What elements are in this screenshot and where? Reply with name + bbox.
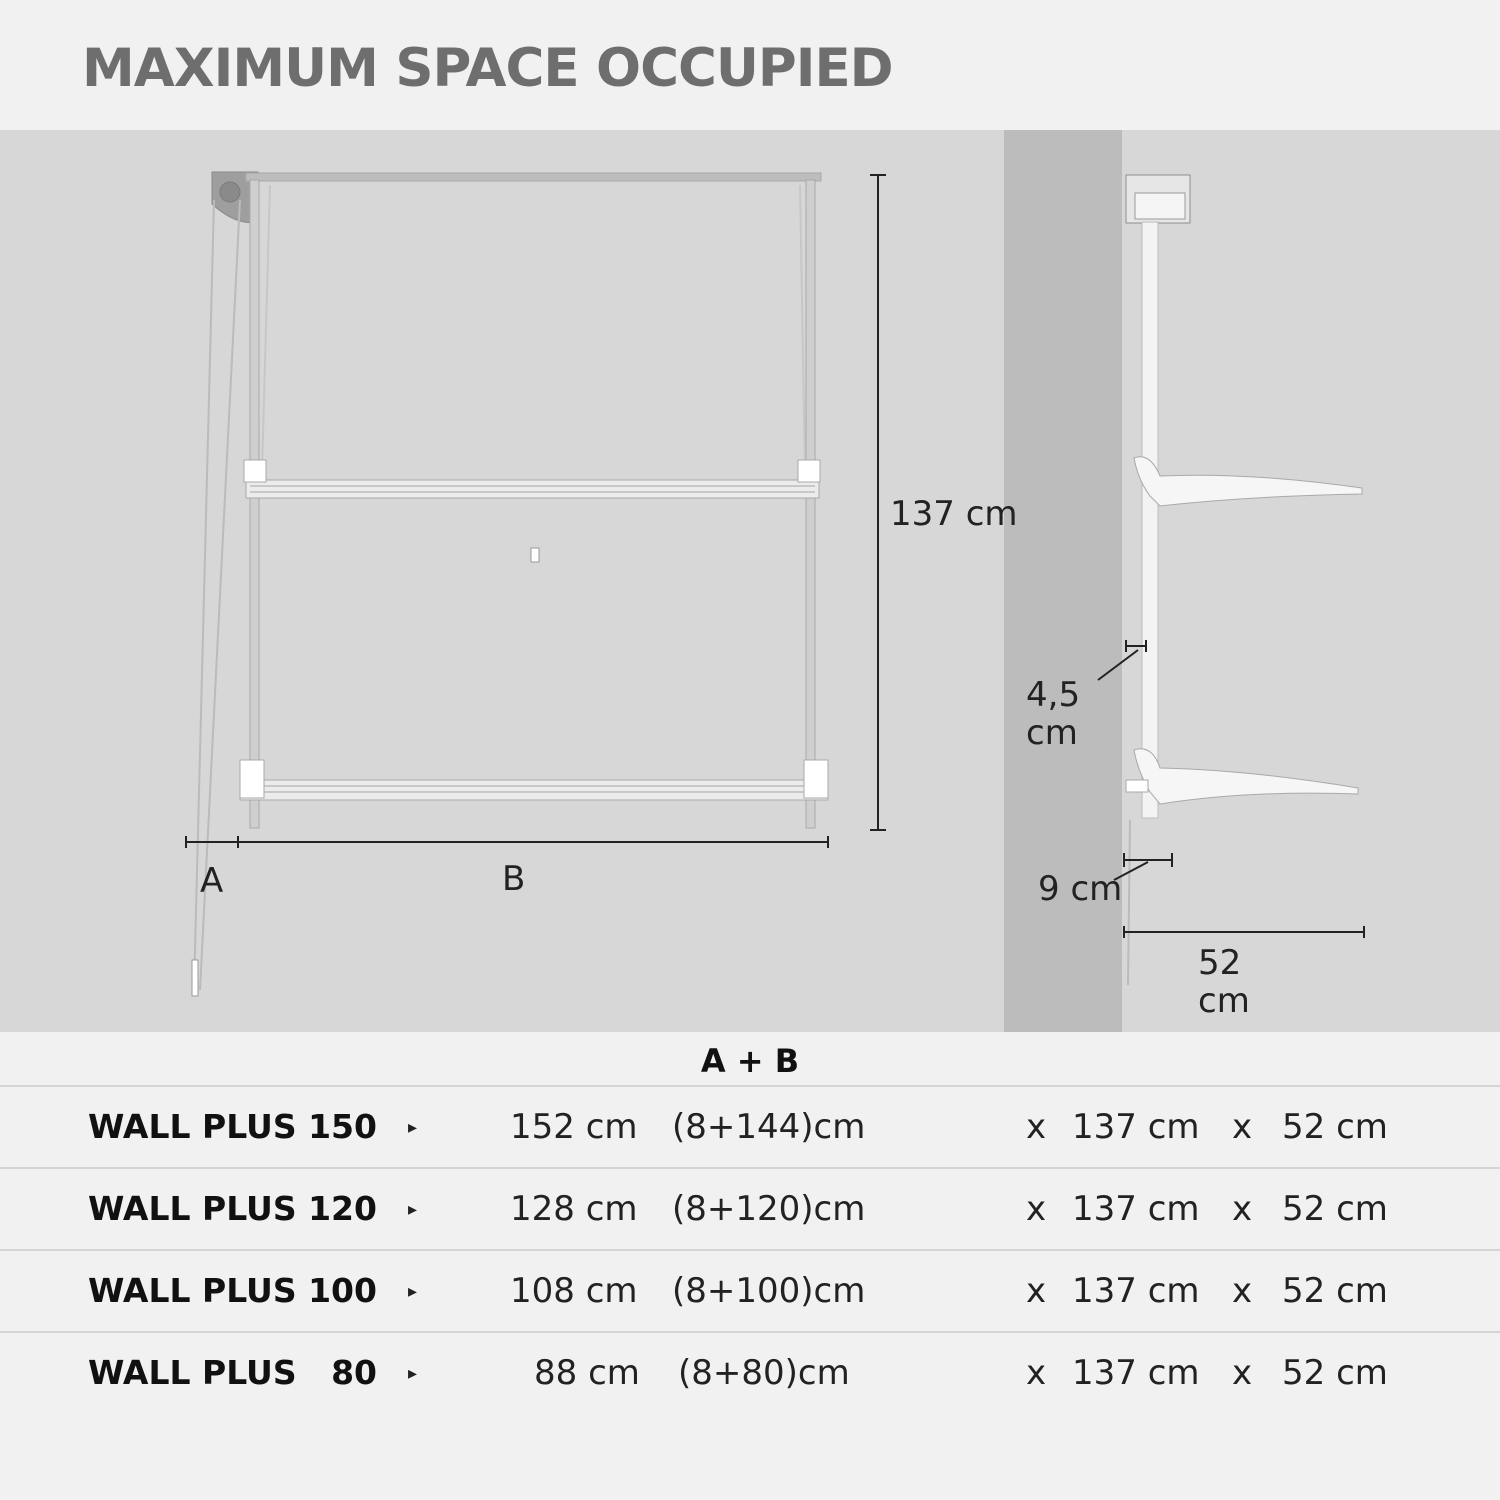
arrow-icon: ▸ <box>408 1117 418 1138</box>
thickness-label: 4,5 cm <box>1026 675 1081 753</box>
height-label: 137 cm <box>890 494 1018 534</box>
model-name: WALL PLUS 120 <box>88 1189 377 1228</box>
depth-value: 52 cm <box>1282 1353 1388 1393</box>
offset-label: 9 cm <box>1038 869 1123 909</box>
total-width: 88 cm <box>534 1353 640 1393</box>
width-breakdown: (8+100)cm <box>672 1271 866 1311</box>
height-value: 137 cm <box>1072 1353 1200 1393</box>
side-post <box>1142 222 1158 818</box>
model-name: WALL PLUS 100 <box>88 1271 377 1310</box>
dimension-b-label: B <box>502 859 526 899</box>
times-symbol: x <box>1026 1189 1047 1229</box>
model-name: WALL PLUS 150 <box>88 1107 377 1146</box>
table-header-a-plus-b: A + B <box>700 1042 800 1080</box>
side-view-dryer <box>1126 175 1362 985</box>
depth-label: 52 cm <box>1198 943 1250 1021</box>
times-symbol: x <box>1232 1189 1253 1229</box>
times-symbol: x <box>1026 1353 1047 1393</box>
left-post <box>250 180 259 828</box>
table-row <box>0 1331 1500 1413</box>
upper-arm <box>1134 457 1362 506</box>
height-value: 137 cm <box>1072 1189 1200 1229</box>
table-row <box>0 1249 1500 1331</box>
height-dimension-line <box>870 175 886 830</box>
offset-dimension <box>1114 853 1172 880</box>
times-symbol: x <box>1232 1107 1253 1147</box>
top-bar <box>246 173 821 181</box>
times-symbol: x <box>1232 1271 1253 1311</box>
table-row <box>0 1085 1500 1167</box>
arrow-icon: ▸ <box>408 1199 418 1220</box>
total-width: 128 cm <box>510 1189 638 1229</box>
arrow-icon: ▸ <box>408 1281 418 1302</box>
total-width: 152 cm <box>510 1107 638 1147</box>
times-symbol: x <box>1026 1107 1047 1147</box>
depth-value: 52 cm <box>1282 1271 1388 1311</box>
height-value: 137 cm <box>1072 1107 1200 1147</box>
depth-value: 52 cm <box>1282 1189 1388 1229</box>
width-breakdown: (8+144)cm <box>672 1107 866 1147</box>
total-width: 108 cm <box>510 1271 638 1311</box>
arrow-icon: ▸ <box>408 1363 418 1384</box>
bottom-rack <box>240 780 828 800</box>
width-breakdown: (8+80)cm <box>678 1353 850 1393</box>
right-post <box>806 180 815 828</box>
times-symbol: x <box>1232 1353 1253 1393</box>
table-row <box>0 1167 1500 1249</box>
depth-dimension-line <box>1124 926 1364 938</box>
page-title: MAXIMUM SPACE OCCUPIED <box>82 38 893 99</box>
height-value: 137 cm <box>1072 1271 1200 1311</box>
lower-arm <box>1134 749 1358 804</box>
middle-rack <box>246 480 819 498</box>
width-breakdown: (8+120)cm <box>672 1189 866 1229</box>
times-symbol: x <box>1026 1271 1047 1311</box>
size-table <box>0 1085 1500 1413</box>
dimension-a-label: A <box>200 861 224 901</box>
thickness-dimension <box>1098 640 1146 680</box>
width-dimension-line <box>186 836 828 848</box>
depth-value: 52 cm <box>1282 1107 1388 1147</box>
model-name: WALL PLUS 80 <box>88 1353 377 1392</box>
